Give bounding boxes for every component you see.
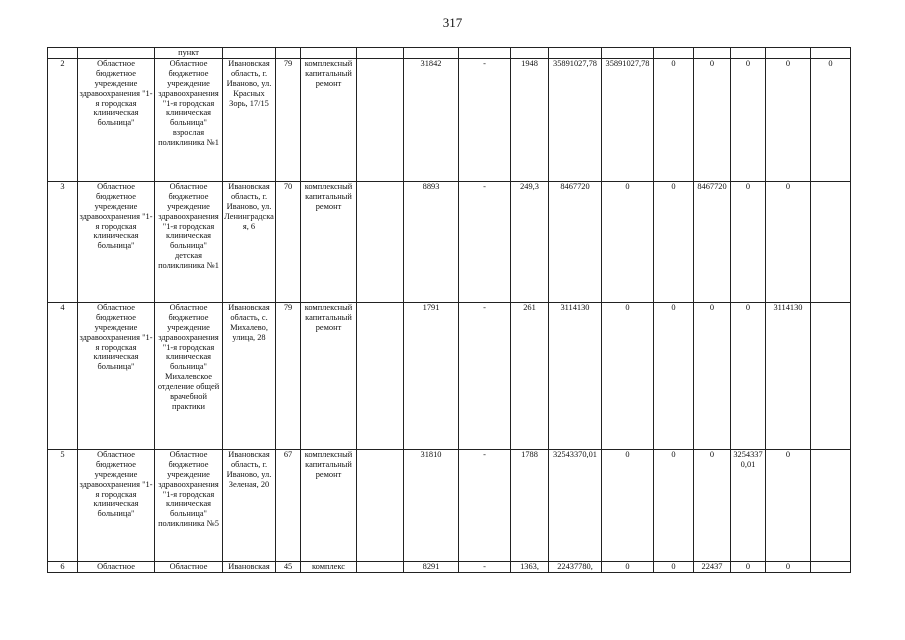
empty-cell — [357, 58, 404, 181]
address-cell: Ивановская область, г. Иваново, ул. Красных Зорь, 17/15 — [223, 58, 276, 181]
amount-cell-3: 0 — [694, 58, 731, 181]
amount-cell-4: 0 — [731, 302, 766, 449]
amount-cell-6 — [811, 302, 851, 449]
amount-cell-2: 0 — [654, 561, 694, 572]
area-cell: 31842 — [404, 58, 459, 181]
year-cell: 1788 — [511, 449, 549, 561]
address-cell: Ивановская область, г. Иваново, ул. Зеленая, 20 — [223, 449, 276, 561]
empty-cell — [357, 449, 404, 561]
total-cell: 35891027,78 — [549, 58, 602, 181]
table-row — [48, 181, 851, 302]
dash-cell: - — [459, 302, 511, 449]
table-row — [48, 58, 851, 181]
amount-cell-2: 0 — [654, 58, 694, 181]
amount-cell-4: 32543370,01 — [731, 449, 766, 561]
area-cell: 8291 — [404, 561, 459, 572]
owner-cell: Областное бюджетное учреждение здравоохранения "1-я городская клиническая больница" — [78, 181, 155, 302]
address-cell: Ивановская область, г. Иваново, ул. Ленинградская, 6 — [223, 181, 276, 302]
owner-cell: Областное бюджетное учреждение здравоохранения "1-я городская клиническая больница" — [78, 58, 155, 181]
amount-cell-1: 35891027,78 — [602, 58, 654, 181]
amount-cell-5: 0 — [766, 561, 811, 572]
amount-cell-6: 0 — [811, 58, 851, 181]
work-type-cell: комплексный капитальный ремонт — [301, 58, 357, 181]
wear-cell: 79 — [276, 58, 301, 181]
address-cell: Ивановская область, с. Михалево, улица, 28 — [223, 302, 276, 449]
amount-cell-5: 0 — [766, 58, 811, 181]
work-type-cell: комплексный капитальный ремонт — [301, 449, 357, 561]
work-type-cell: комплексный капитальный ремонт — [301, 302, 357, 449]
row-number: 5 — [48, 449, 78, 561]
wear-cell: 79 — [276, 302, 301, 449]
area-cell: 1791 — [404, 302, 459, 449]
wear-cell: 45 — [276, 561, 301, 572]
object-cell: Областное — [155, 561, 223, 572]
amount-cell-2: 0 — [654, 449, 694, 561]
object-cell: Областное бюджетное учреждение здравоохранения "1-я городская клиническая больница" Михалевское отделение общей врачебной практики — [155, 302, 223, 449]
owner-cell: Областное бюджетное учреждение здравоохранения "1-я городская клиническая больница" — [78, 449, 155, 561]
object-cell: Областное бюджетное учреждение здравоохранения "1-я городская клиническая больница" поликлиника №5 — [155, 449, 223, 561]
row-number: 4 — [48, 302, 78, 449]
work-type-cell: комплексный капитальный ремонт — [301, 181, 357, 302]
dash-cell: - — [459, 561, 511, 572]
owner-cell: Областное бюджетное учреждение здравоохранения "1-я городская клиническая больница" — [78, 302, 155, 449]
row-number: 3 — [48, 181, 78, 302]
empty-cell — [357, 181, 404, 302]
total-cell: 3114130 — [549, 302, 602, 449]
dash-cell: - — [459, 449, 511, 561]
data-table — [47, 47, 851, 573]
top-fragment: пункт — [155, 48, 223, 59]
address-cell: Ивановская — [223, 561, 276, 572]
amount-cell-1: 0 — [602, 561, 654, 572]
amount-cell-6 — [811, 449, 851, 561]
wear-cell: 67 — [276, 449, 301, 561]
amount-cell-4: 0 — [731, 58, 766, 181]
amount-cell-5: 0 — [766, 449, 811, 561]
amount-cell-1: 0 — [602, 449, 654, 561]
table-row — [48, 302, 851, 449]
dash-cell: - — [459, 181, 511, 302]
row-number: 2 — [48, 58, 78, 181]
amount-cell-5: 3114130 — [766, 302, 811, 449]
amount-cell-3: 0 — [694, 449, 731, 561]
wear-cell: 70 — [276, 181, 301, 302]
table-row-fragment — [48, 48, 851, 59]
table-row — [48, 561, 851, 572]
empty-cell — [357, 302, 404, 449]
year-cell: 261 — [511, 302, 549, 449]
owner-cell: Областное — [78, 561, 155, 572]
amount-cell-3: 0 — [694, 302, 731, 449]
amount-cell-4: 0 — [731, 561, 766, 572]
total-cell: 32543370,01 — [549, 449, 602, 561]
object-cell: Областное бюджетное учреждение здравоохранения "1-я городская клиническая больница" взрослая поликлиника №1 — [155, 58, 223, 181]
area-cell: 8893 — [404, 181, 459, 302]
amount-cell-2: 0 — [654, 181, 694, 302]
amount-cell-1: 0 — [602, 181, 654, 302]
table-row — [48, 449, 851, 561]
amount-cell-1: 0 — [602, 302, 654, 449]
amount-cell-4: 0 — [731, 181, 766, 302]
amount-cell-3: 22437 — [694, 561, 731, 572]
year-cell: 1948 — [511, 58, 549, 181]
row-number: 6 — [48, 561, 78, 572]
total-cell: 8467720 — [549, 181, 602, 302]
area-cell: 31810 — [404, 449, 459, 561]
total-cell: 22437780, — [549, 561, 602, 572]
amount-cell-5: 0 — [766, 181, 811, 302]
amount-cell-6 — [811, 561, 851, 572]
year-cell: 249,3 — [511, 181, 549, 302]
amount-cell-3: 8467720 — [694, 181, 731, 302]
page-number: 317 — [442, 15, 463, 30]
empty-cell — [357, 561, 404, 572]
object-cell: Областное бюджетное учреждение здравоохранения "1-я городская клиническая больница" детская поликлиника №1 — [155, 181, 223, 302]
amount-cell-6 — [811, 181, 851, 302]
amount-cell-2: 0 — [654, 302, 694, 449]
dash-cell: - — [459, 58, 511, 181]
work-type-cell: комплекс — [301, 561, 357, 572]
year-cell: 1363, — [511, 561, 549, 572]
